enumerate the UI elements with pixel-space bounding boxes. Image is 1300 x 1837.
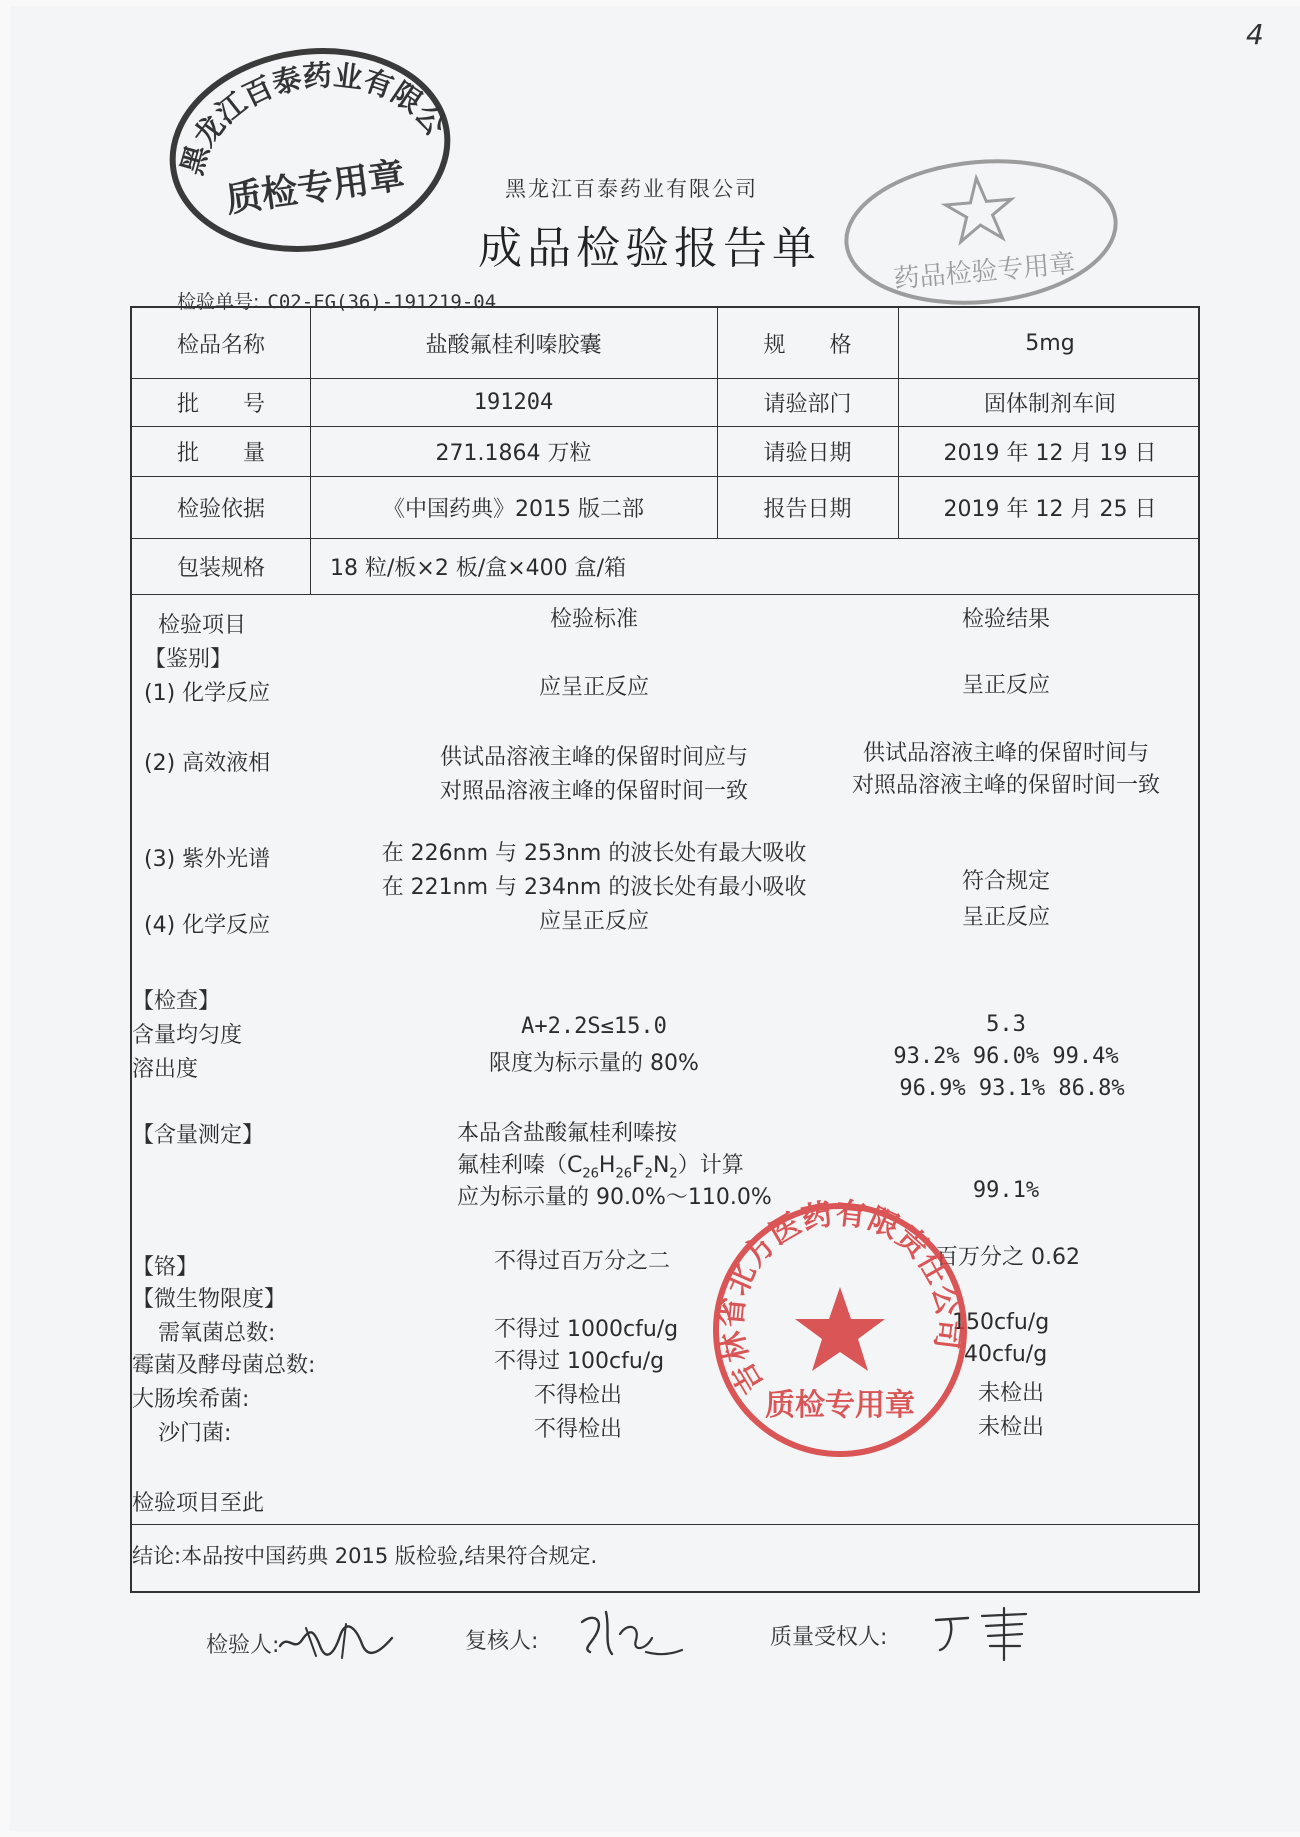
assay-sub-n: 2	[669, 1166, 678, 1182]
inspect-standard-1: A+2.2S≤15.0	[521, 1014, 667, 1039]
inspect-result-2a: 93.2% 96.0% 99.4%	[893, 1044, 1119, 1069]
ident-result-2b: 对照品溶液主峰的保留时间一致	[851, 773, 1161, 798]
request-date-value: 2019 年 12 月 19 日	[943, 440, 1157, 466]
assay-formula-h: H	[598, 1153, 616, 1178]
quantity-label: 批 量	[176, 440, 265, 466]
section-inspection: 【检查】	[132, 989, 221, 1014]
grid-line	[132, 594, 1198, 595]
red-qc-seal	[705, 1195, 975, 1465]
right-stamp-text: 药品检验专用章	[892, 248, 1077, 295]
ident-result-1: 呈正反应	[961, 673, 1051, 698]
ident-result-4: 呈正反应	[961, 905, 1051, 930]
micro-item-3: 大肠埃希菌:	[132, 1387, 250, 1412]
ident-item-2: (2) 高效液相	[144, 751, 271, 776]
package-value: 18 粒/板×2 板/盒×400 盒/箱	[330, 555, 627, 581]
assay-result: 99.1%	[972, 1178, 1040, 1203]
company-qc-oval-stamp	[160, 40, 460, 260]
grid-line	[132, 1524, 1198, 1525]
red-seal-ring-text: 吉林省北方医药有限责任公司	[714, 1195, 966, 1400]
inspect-item-2: 溶出度	[132, 1057, 199, 1082]
ident-standard-2a: 供试品溶液主峰的保留时间应与	[439, 745, 749, 770]
assay-formula-suffix: ）计算	[677, 1153, 744, 1178]
spec-value: 5mg	[1025, 330, 1075, 356]
report-date-label: 报告日期	[763, 496, 852, 522]
red-seal-center-text: 质检专用章	[765, 1388, 915, 1423]
ident-result-3: 符合规定	[961, 869, 1051, 894]
micro-result-2: 40cfu/g	[964, 1342, 1048, 1367]
assay-standard-2	[457, 1148, 744, 1181]
section-identification: 【鉴别】	[144, 647, 233, 672]
reviewer-signature	[576, 1604, 686, 1664]
micro-result-3: 未检出	[978, 1381, 1045, 1406]
assay-standard-3: 应为标示量的 90.0%～110.0%	[457, 1185, 772, 1210]
column-standard: 检验标准	[549, 607, 639, 632]
left-stamp-arc-text: 黑龙江百泰药业有限公司	[174, 57, 453, 179]
column-item: 检验项目	[158, 613, 247, 638]
inspect-item-1: 含量均匀度	[132, 1023, 243, 1048]
section-assay: 【含量测定】	[132, 1123, 265, 1148]
inspect-result-2b: 96.9% 93.1% 86.8%	[899, 1076, 1125, 1101]
chromium-result: 百万分之 0.62	[936, 1245, 1080, 1270]
dept-value: 固体制剂车间	[983, 391, 1116, 417]
inspector-label: 检验人:	[206, 1633, 280, 1658]
report-date-value: 2019 年 12 月 25 日	[943, 496, 1157, 522]
ident-standard-3b: 在 221nm 与 234nm 的波长处有最小吸收	[381, 875, 807, 900]
chromium-standard: 不得过百万分之二	[494, 1249, 671, 1274]
assay-standard-1: 本品含盐酸氟桂利嗪按	[457, 1121, 678, 1146]
report-number-label: 检验单号:	[177, 291, 260, 313]
inspector-signature	[276, 1616, 396, 1666]
micro-item-1: 需氧菌总数:	[158, 1321, 276, 1346]
package-label: 包装规格	[176, 555, 265, 581]
inspect-standard-2: 限度为标示量的 80%	[489, 1051, 699, 1076]
ident-item-3: (3) 紫外光谱	[144, 847, 271, 872]
ident-standard-2b: 对照品溶液主峰的保留时间一致	[439, 779, 749, 804]
micro-result-4: 未检出	[978, 1415, 1045, 1440]
micro-result-1: 150cfu/g	[952, 1310, 1050, 1335]
page-number: 4	[1246, 18, 1264, 51]
ident-standard-4: 应呈正反应	[538, 909, 650, 934]
micro-item-2: 霉菌及酵母菌总数:	[132, 1353, 316, 1378]
qa-signature	[930, 1604, 1050, 1664]
report-table	[130, 306, 1200, 1593]
quantity-value: 271.1864 万粒	[435, 440, 592, 466]
micro-standard-1: 不得过 1000cfu/g	[494, 1317, 679, 1342]
batch-value: 191204	[473, 389, 554, 415]
request-date-label: 请验日期	[763, 440, 852, 466]
basis-value: 《中国药典》2015 版二部	[383, 496, 644, 522]
product-label: 检品名称	[176, 332, 265, 358]
micro-standard-4: 不得检出	[534, 1417, 623, 1442]
ident-item-1: (1) 化学反应	[144, 681, 271, 706]
ident-result-2a: 供试品溶液主峰的保留时间与	[862, 741, 1150, 766]
report-number-value: C02-FG(36)-191219-04	[267, 291, 497, 313]
qa-label: 质量受权人:	[770, 1625, 888, 1650]
micro-item-4: 沙门菌:	[158, 1421, 232, 1446]
assay-formula-prefix: 氟桂利嗪（C	[457, 1153, 583, 1178]
section-chromium: 【铬】	[132, 1255, 199, 1280]
batch-label: 批 号	[176, 391, 265, 417]
ident-standard-3a: 在 226nm 与 253nm 的波长处有最大吸收	[381, 841, 807, 866]
column-result: 检验结果	[961, 607, 1051, 632]
company-name: 黑龙江百泰药业有限公司	[505, 177, 758, 201]
ident-item-4: (4) 化学反应	[144, 913, 271, 938]
ident-standard-1: 应呈正反应	[538, 675, 650, 700]
assay-sub-f: 2	[644, 1166, 653, 1182]
micro-standard-2: 不得过 100cfu/g	[494, 1349, 665, 1374]
section-microbial: 【微生物限度】	[132, 1287, 287, 1312]
assay-sub-h: 26	[615, 1166, 633, 1182]
end-note: 检验项目至此	[132, 1491, 265, 1516]
conclusion: 结论:本品按中国药典 2015 版检验,结果符合规定.	[132, 1544, 598, 1568]
product-value: 盐酸氟桂利嗪胶囊	[425, 332, 602, 358]
assay-formula-n: N	[652, 1153, 670, 1178]
assay-formula-f: F	[632, 1153, 645, 1178]
drug-inspection-oval-stamp	[836, 150, 1126, 315]
left-stamp-center-text: 质检专用章	[223, 154, 408, 221]
basis-label: 检验依据	[176, 496, 265, 522]
assay-sub-c: 26	[582, 1166, 599, 1182]
inspect-result-1: 5.3	[986, 1012, 1026, 1037]
page-title: 成品检验报告单	[478, 223, 821, 274]
svg-text:黑龙江百泰药业有限公司	[160, 40, 456, 187]
reviewer-label: 复核人:	[465, 1629, 539, 1654]
spec-label: 规 格	[763, 332, 852, 358]
dept-label: 请验部门	[763, 391, 852, 417]
micro-standard-3: 不得检出	[534, 1383, 623, 1408]
